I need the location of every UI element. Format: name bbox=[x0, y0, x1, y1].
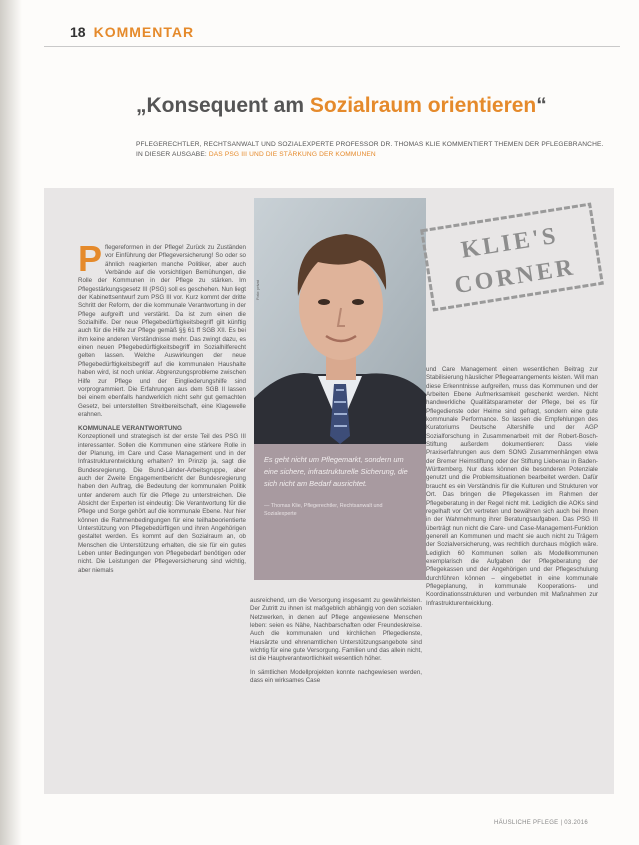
page-header bbox=[70, 22, 194, 42]
svg-text:KLIE'S: KLIE'S bbox=[459, 222, 561, 264]
author-photo bbox=[254, 198, 426, 444]
subheading: KOMMUNALE VERANTWORTUNG bbox=[78, 425, 183, 433]
article-intro: PFLEGERECHTLER, RECHTSANWALT UND SOZIALEXPERTE PROFESSOR DR. THOMAS KLIE KOMMENTIERT THEMEN DER PFLEGEBRANCHE. IN DIESER AUSGABE: DAS PSG III UND DIE STÄRKUNG DER KOMMUNEN bbox=[136, 141, 604, 158]
pull-quote-text: Es geht nicht um Pflegemarkt, sondern um eine sichere, infrastrukturelle Sicherung, die sich nicht am Bedarf ausrichtet. bbox=[264, 455, 408, 488]
text-column-2: ausreichend, um die Versorgung insgesamt zu gewährleisten. Der Zutritt zu ihnen ist maßgeblich abhängig von den sozialen Netzwerken, in denen auf Pflege angewiesene Menschen leben: seien es Nähe, Nachbarschaften oder Freundeskreise. Auch die kommunalen und kirchlichen Pflegedienste, Hausärzte und ehrenamtlichen Unterstützungsangebote sind wichtig für eine gute Versorgung. Familien und das allein nicht, ist die Hauptverantwortlichkeit wesentlich höher. In sämtlichen Modellprojekten konnte nachgewiesen werden, dass ein wirksames Case bbox=[250, 597, 422, 685]
page-gutter-shadow bbox=[0, 0, 22, 845]
section-label: KOMMENTAR bbox=[93, 24, 195, 40]
page-number: 18 bbox=[70, 24, 86, 40]
pull-quote bbox=[254, 444, 426, 580]
photo-credit: Foto: privat bbox=[255, 279, 260, 300]
article-title: „Konsequent am Sozialraum orientieren“ bbox=[136, 94, 547, 117]
text-column-3: und Care Management einen wesentlichen Beitrag zur Stabilisierung häuslicher Pflegearrangements leisten. Will man diese Erkenntnisse aufgreifen, muss das Kommunen und der Arbeiten Ebene Aufmerksamkeit geschenkt werden. Nicht handwerkliche Qualitätsparameter der Pflege, bei es für Pflegedienste oder Heime sind gefragt, sondern eine gute kommunale Performance. So lassen die Empfehlungen des Kuratoriums Deutsche Altershilfe und der AGP Sozialforschung in Zusammenarbeit mit der Robert-Bosch-Stiftung außerdem dokumentieren: Dass viele Praxiserfahrungen aus dem SONG Zusammenhängen etwa der Bremer Heimstiftung oder der Stiftung Liebenau in Baden-Württemberg. Nur dass können die besonderen Potenziale genutzt und die Problemsituationen bearbeitet werden. Dafür braucht es ein Verständnis für die Kulturen und Strukturen vor Ort. Das bringen die Pflegekassen im Rahmen der Pflegeberatung in der Regel nicht mit. Lediglich die AOKs sind regelhaft vor Ort vertreten und bewähren sich auch bei Ihnen in der Wahrnehmung ihrer Beratungsaufgaben. Das PSG III überträgt nun nicht die Care- und Case-Management-Funktion generell an Kommunen und macht sie auch nicht zu Trägern der Sozialversicherung, was rechtlich durchaus möglich wäre. Lediglich 60 Kommunen sollen als Modellkommunen exemplarisch die Aufgaben der Pflegeberatung der Pflegekassen und der Angehörigen und der Pflegeschulung durchführen können – eingebettet in eine kommunale Pflegeplanung, in kommunale Kooperations- und Koordinationsstrukturen und verbunden mit Maßnahmen zur Infrastrukturentwicklung. bbox=[426, 366, 598, 607]
drop-cap: P bbox=[78, 238, 103, 279]
pull-quote-source: — Thomas Klie, Pflegerechtler, Rechtsanwalt und Sozialexperte bbox=[264, 503, 383, 517]
text-column-1: Pflegereformen in der Pflege! Zurück zu Zuständen vor Einführung der Pflegeversicherung! So oder so ähnlich reagierten manche Politiker, aber auch Verbände auf die vorsichtigen Bemühungen, die Rolle der Kommunen in der Pflege zu stärken. Im Pflegestärkungsgesetz III (PSG) soll es geschehen. Nun liegt der Kabinettsentwurf zum PSG III vor. Kurz kommt der dritte Schritt der Reform, der die kommunale Verantwortung in der Pflege aufgreift und verstärkt. Da ist zum einen die Sozialhilfe. Der neue Pflegebedürftigkeitsbegriff gilt künftig auch für die Hilfe zur Pflege gemäß §§ 61 ff SGB XII. Es bei ihm keine anderen Verständnisse mehr. Das zwingt dazu, es einen neuen Pflegebedürftigkeitsbegriff im Sozialhilferecht gelten lassen. Welche Auswirkungen der neue Pflegebedürftigkeitsbegriff auf die kommunalen Haushalte haben wird, ist noch unklar. Abgrenzungsprobleme zwischen Hilfe zur Pflege und der Eingliederungshilfe sind vorprogrammiert. Die Erfahrungen aus dem SGB II lassen bei einem ebenfalls handwerklich nicht sehr gut gemachten Gesetz, bei unterstellten Streitbereitschaft, eine Klagewelle erahnen. KOMMUNALE VERANTWORTUNG Konzeptionell und strategisch ist der erste Teil des PSG III interessanter. Sollen die Kommunen eine stärkere Rolle in der Planung, im Care und Case Management und in der Infrastrukturentwicklung erhalten? Im Prinzip ja, sagt die Bundesregierung. Die Bund-Länder-Arbeitsgruppe, aber auch der Zweite Engagementbericht der Bundesregierung haben den Auftrag, die Bedeutung der kommunalen Politik unter anderem auch für die Pflege zu unterstreichen. Die Absicht der Experten ist eindeutig: Die Verantwortung für die Pflege und Sorge gehört auf die kommunale Ebene. Nur hier können die Rahmenbedingungen für eine teilhabeorientierte Unterstützung von Pflegebedürftigen und ihren Angehörigen gestaltet werden. Es kommt auf den Sozialraum an, ob Menschen die Unterstützung erhalten, die sie für ein gutes Leben unter Bedingungen von Pflegebedarf benötigen oder nicht. Die Leistungen der Pflegeversicherung sind wichtig, aber niemals bbox=[78, 238, 246, 574]
header-divider bbox=[44, 46, 620, 47]
svg-text:CORNER: CORNER bbox=[452, 254, 578, 300]
page-footer: HÄUSLICHE PFLEGE | 03.2016 bbox=[494, 820, 589, 826]
